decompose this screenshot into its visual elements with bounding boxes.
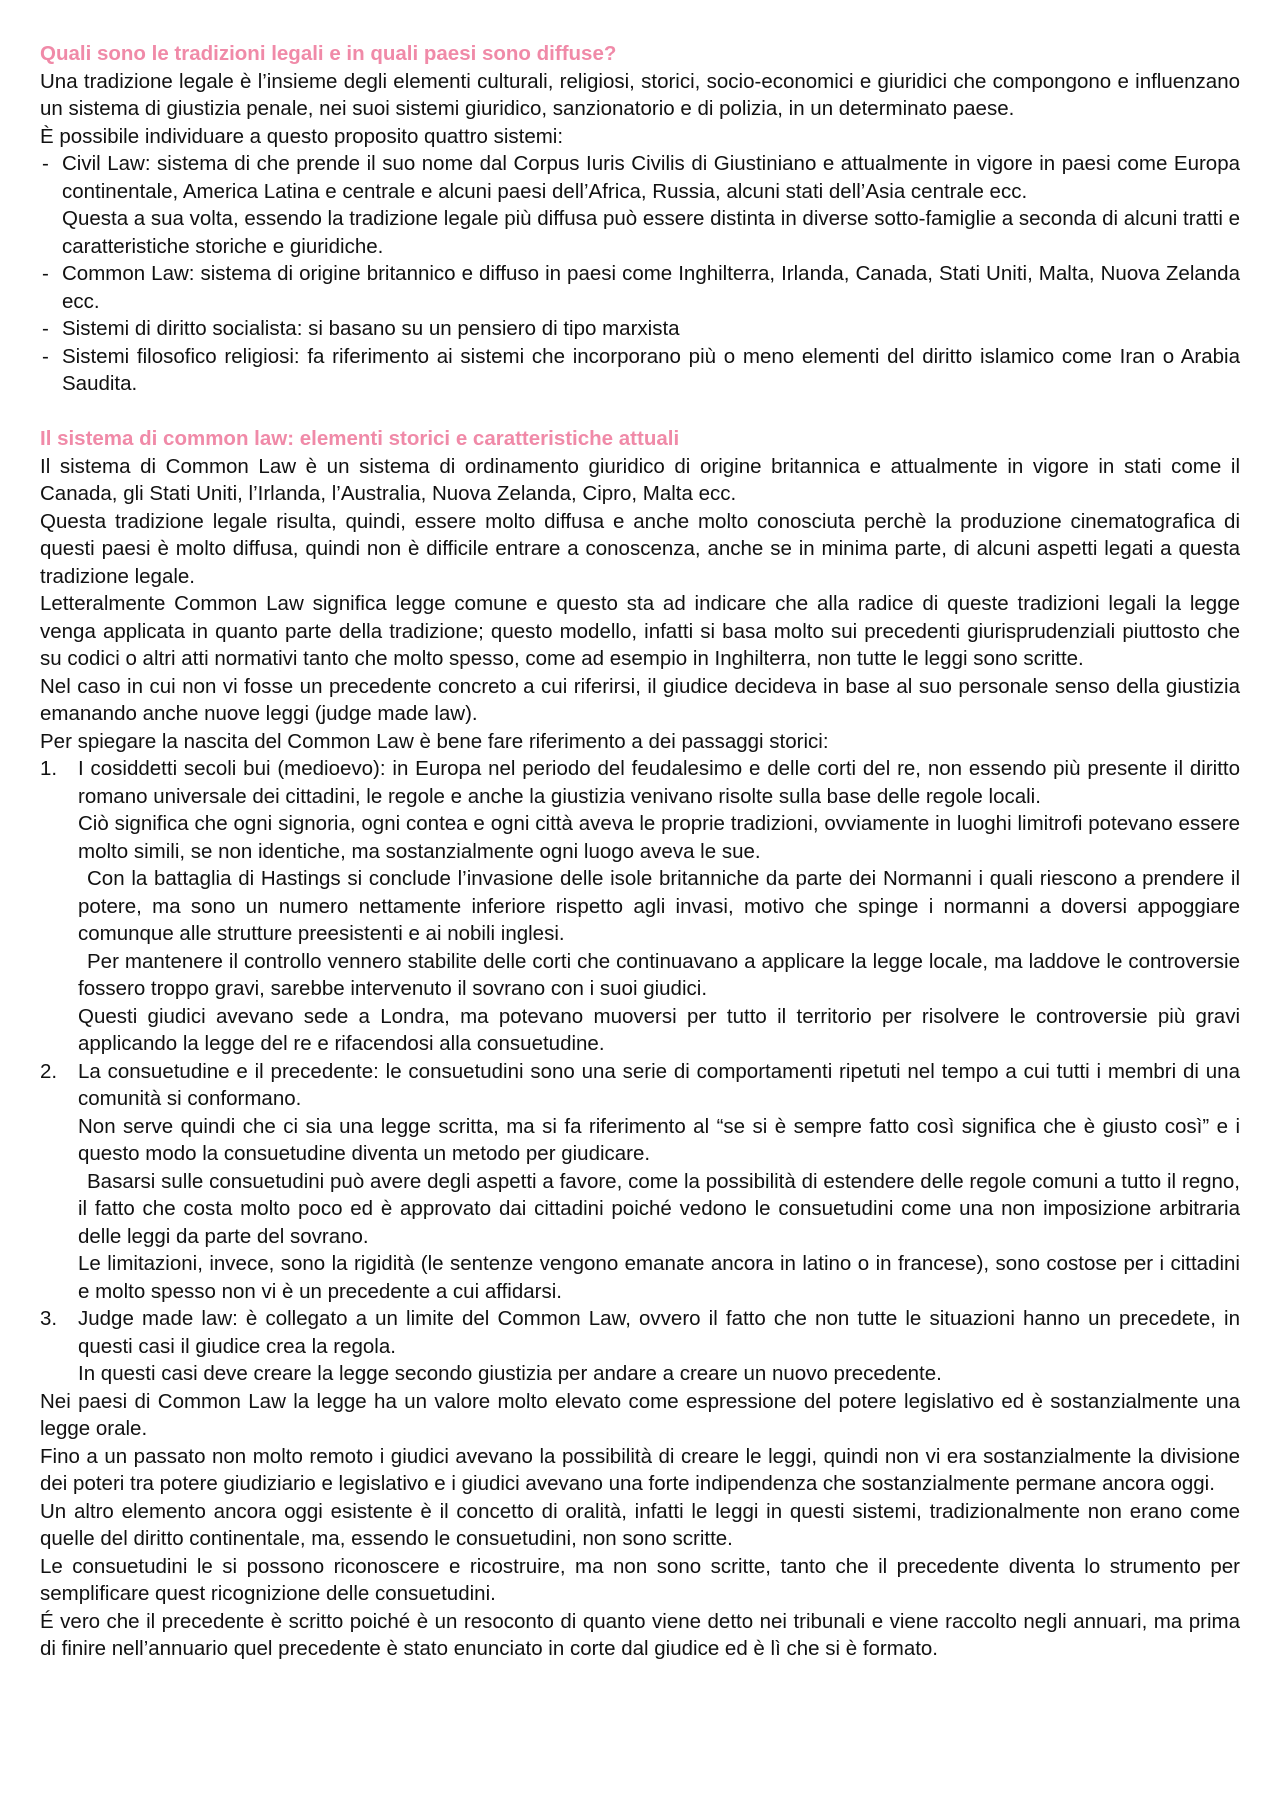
list-number: 2. [40,1059,58,1083]
paragraph: Nel caso in cui non vi fosse un precedente concreto a cui riferirsi, il giudice decideva in base al suo personale senso della giustizia emanando anche nuove leggi (judge made law). [40,674,1240,725]
list-item-socialist-law [40,315,1240,343]
list-item-text: Con la battaglia di Hastings si conclude l’invasione delle isole britanniche da parte dei Normanni i quali riescono a prendere il potere, ma sono un numero nettamente inferiore rispetto agli invasi, motivo che spinge i normanni a doversi appoggiare comunque alle strutture preesistenti e ai nobili inglesi. [78,867,1240,945]
list-item-dark-ages [40,755,1240,1058]
list-item-text: Questa a sua volta, essendo la tradizione legale più diffusa può essere distinta in diverse sotto-famiglie a seconda di alcuni tratti e caratteristiche storiche e giuridiche. [62,207,1240,258]
list-item-text: Questi giudici avevano sede a Londra, ma potevano muoversi per tutto il territorio per risolvere le controversie più gravi applicando la legge del re e rifacendosi alla consuetudine. [78,1004,1240,1055]
list-item-text: Ciò significa che ogni signoria, ogni contea e ogni città aveva le proprie tradizioni, ovviamente in luoghi limitrofi potevano essere molto simili, se non identiche, ma sostanzialmente ogni luogo aveva le sue. [78,812,1240,863]
list-item-text: - Sistemi di diritto socialista: si basano su un pensiero di tipo marxista [62,317,680,340]
list-item-text: Le limitazioni, invece, sono la rigidità (le sentenze vengono emanate ancora in latino o in francese), sono costose per i cittadini e molto spesso non vi è un precedente a cui affidarsi. [78,1252,1240,1303]
paragraph: Per spiegare la nascita del Common Law è bene fare riferimento a dei passaggi storici: [40,729,829,753]
list-item-text: Non serve quindi che ci sia una legge scritta, ma si fa riferimento al “se si è sempre fatto così significa che è giusto così” e i questo modo la consuetudine diventa un metodo per giudicare. [78,1114,1240,1165]
list-item-text: I cosiddetti secoli bui (medioevo): in Europa nel periodo del feudalesimo e delle corti del re, non essendo più presente il diritto romano universale dei cittadini, le regole e anche la giustizia venivano risolte sulla base delle regole locali. [78,757,1240,808]
list-item-text: - Sistemi filosofico religiosi: fa riferimento ai sistemi che incorporano più o meno elementi del diritto islamico come Iran o Arabia Saudita. [62,344,1240,395]
list-number: 3. [40,1307,58,1330]
paragraph: Il sistema di Common Law è un sistema di ordinamento giuridico di origine britannica e attualmente in vigore in stati come il Canada, gli Stati Uniti, l’Irlanda, l’Australia, Nuova Zelanda, Cipro, Malta ecc. [40,454,1240,505]
list-item-text: Judge made law: è collegato a un limite del Common Law, ovvero il fatto che non tutte le situazioni hanno un precedete, in questi casi il giudice crea la regola. [78,1307,1240,1358]
paragraph: Una tradizione legale è l’insieme degli elementi culturali, religiosi, storici, socio-economici e giuridici che compongono e influenzano un sistema di giustizia penale, nei suoi sistemi giuridico, sanzionatorio e di polizia, in un determinato paese. [40,69,1240,120]
paragraph: È possibile individuare a questo proposito quattro sistemi: [40,124,564,148]
list-item-text: In questi casi deve creare la legge secondo giustizia per andare a creare un nuovo precedente. [78,1362,942,1385]
paragraph: Letteralmente Common Law significa legge comune e questo sta ad indicare che alla radice di queste tradizioni legali la legge venga applicata in quanto parte della tradizione; questo modello, infatti si basa molto sui precedenti giurisprudenziali piuttosto che su codici o altri atti normativi tanto che molto spesso, come ad esempio in Inghilterra, non tutte le leggi sono scritte. [40,592,1240,670]
paragraph: É vero che il precedente è scritto poiché è un resoconto di quanto viene detto nei tribunali e viene raccolto negli annuari, ma prima di finire nell’annuario quel precedente è stato enunciato in corte dal giudice ed è lì che si è formato. [40,1609,1240,1660]
list-number: 1. [40,757,58,780]
list-item-text: Per mantenere il controllo vennero stabilite delle corti che continuavano a applicare la legge locale, ma laddove le controversie fossero troppo gravi, sarebbe intervenuto il sovrano con i suoi giudici. [78,949,1240,1000]
historical-steps-list [40,755,1240,1388]
list-item-religious-systems [40,343,1240,398]
list-item-text: La consuetudine e il precedente: le consuetudini sono una serie di comportamenti ripetuti nel tempo a cui tutti i membri di una comunità si conformano. [78,1059,1240,1110]
legal-systems-list [40,150,1240,398]
paragraph: Nei paesi di Common Law la legge ha un valore molto elevato come espressione del potere legislativo ed è sostanzialmente una legge orale. [40,1389,1240,1440]
list-item-civil-law [40,150,1240,260]
list-item-judge-made-law [40,1305,1240,1388]
paragraph: Questa tradizione legale risulta, quindi, essere molto diffusa e anche molto conosciuta perchè la produzione cinematografica di questi paesi è molto diffusa, quindi non è difficile entrare a conoscenza, anche se in minima parte, di alcuni aspetti legati a questa tradizione legale. [40,509,1240,588]
section-title-common-law: Il sistema di common law: elementi storici e caratteristiche attuali [40,427,680,450]
paragraph: Fino a un passato non molto remoto i giudici avevano la possibilità di creare le leggi, quindi non vi era sostanzialmente la divisione dei poteri tra potere giudiziario e legislativo e i giudici avevano una forte indipendenza che sostanzialmente permane ancora oggi. [40,1444,1240,1495]
list-item-text: - Common Law: sistema di origine britannico e diffuso in paesi come Inghilterra, Irlanda, Canada, Stati Uniti, Malta, Nuova Zelanda ecc. [62,262,1240,313]
section-title-legal-traditions: Quali sono le tradizioni legali e in quali paesi sono diffuse? [40,42,617,65]
list-item-text: - Civil Law: sistema di che prende il suo nome dal Corpus Iuris Civilis di Giustiniano e attualmente in vigore in paesi come Europa continentale, America Latina e centrale e alcuni paesi dell’Africa, Russia, alcuni stati dell’Asia centrale ecc. [62,152,1240,203]
list-item-common-law [40,260,1240,315]
section-spacer [40,398,1240,426]
list-item-text: Basarsi sulle consuetudini può avere degli aspetti a favore, come la possibilità di estendere delle regole comuni a tutto il regno, il fatto che costa molto poco ed è approvato dai cittadini poiché vedono le consuetudini come una non imposizione arbitraria delle leggi da parte del sovrano. [78,1169,1240,1248]
paragraph: Un altro elemento ancora oggi esistente è il concetto di oralità, infatti le leggi in questi sistemi, tradizionalmente non erano come quelle del diritto continentale, ma, essendo le consuetudini, non sono scritte. [40,1499,1240,1550]
document-page [40,40,1240,1663]
paragraph: Le consuetudini le si possono riconoscere e ricostruire, ma non sono scritte, tanto che il precedente diventa lo strumento per semplificare quest ricognizione delle consuetudini. [40,1554,1240,1605]
list-item-custom-precedent [40,1058,1240,1306]
